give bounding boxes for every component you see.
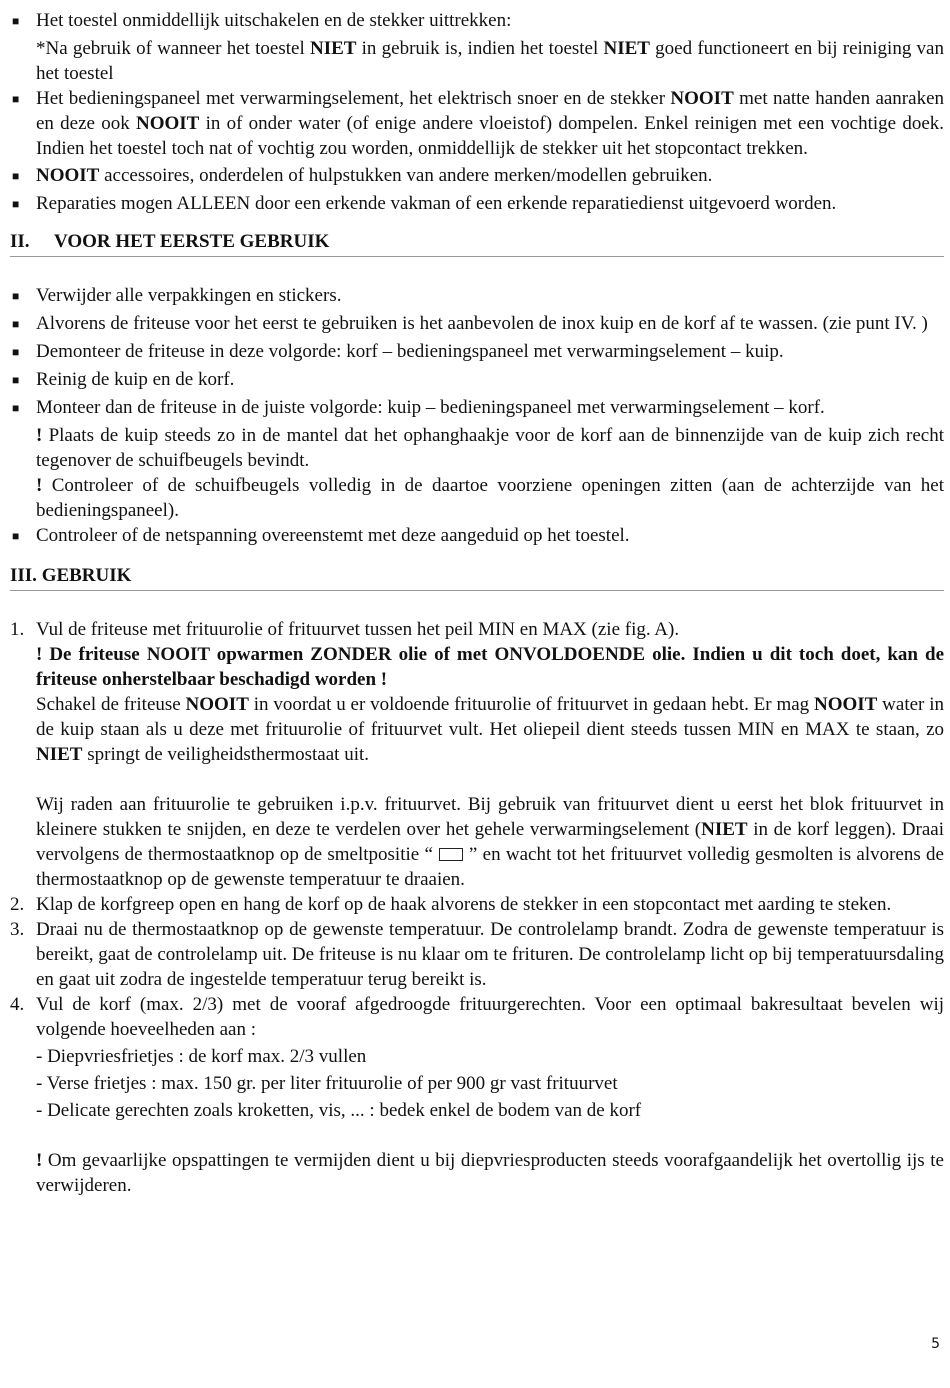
bullet-square-icon: ■ [12, 373, 20, 387]
list-item: ■ Verwijder alle verpakkingen en stickers. [10, 283, 944, 309]
list-item: ■ Reinig de kuip en de korf. [10, 367, 944, 393]
warning-bold: ! De friteuse NOOIT opwarmen ZONDER olie of met ONVOLDOENDE olie. Indien u dit toch doet, kan de friteuse onherstelbaar beschadigd worden ! [36, 644, 944, 690]
warning-note: ! Controleer of de schuifbeugels volledig in de daartoe voorziene openingen zitten (aan de achterzijde van het bedieningspaneel). [36, 475, 944, 521]
bullet-square-icon: ■ [12, 169, 20, 183]
bullet-square-icon: ■ [12, 197, 20, 211]
list-item: ■ Alvorens de friteuse voor het eerst te gebruiken is het aanbevolen de inox kuip en de korf af te wassen. (zie punt IV. ) [10, 311, 944, 337]
bullet-square-icon: ■ [12, 289, 20, 303]
bullet-square-icon: ■ [12, 317, 20, 331]
bullet-square-icon: ■ [12, 92, 20, 106]
note-paragraph: *Na gebruik of wanneer het toestel NIET in gebruik is, indien het toestel NIET goed functioneert en bij reiniging van het toestel [36, 38, 944, 84]
melt-position-icon [439, 848, 463, 861]
list-item: ■ Het toestel onmiddellijk uitschakelen en de stekker uittrekken: [10, 8, 944, 34]
warning-note: ! Om gevaarlijke opspattingen te vermijden dient u bij diepvriesproducten steeds voorafgaandelijk het overtollig ijs te verwijderen. [36, 1150, 944, 1196]
section-heading: II. VOOR HET EERSTE GEBRUIK [10, 229, 944, 257]
numbered-item: 1. Vul de friteuse met frituurolie of frituurvet tussen het peil MIN en MAX (zie fig. A). ! De friteuse NOOIT opwarmen ZONDER olie of met ONVOLDOENDE olie. Indien u dit toch doet, kan de friteuse onherstelbaar beschadigd worden ! Schakel de friteuse NOOIT in voordat u er voldoende frituurolie of frituurvet in gedaan hebt. Er mag NOOIT water in de kuip staan als u deze met frituurolie of frituurvet vult. Het oliepeil dient steeds tussen MIN en MAX te staan, zo NIET springt de veiligheidsthermostaat uit. Wij raden aan frituurolie te gebruiken i.p.v. frituurvet. Bij gebruik van frituurvet dient u eerst het blok frituurvet in kleinere stukken te snijden, en deze te verdelen over het gehele verwarmingselement (NIET in de korf leggen). Draai vervolgens de thermostaatknop op de smeltpositie “ ” en wacht tot het frituurvet volledig gesmolten is alvorens de thermostaatknop op de gewenste temperatuur te draaien. [10, 619, 944, 890]
list-item: ■ Reparaties mogen ALLEEN door een erkende vakman of een erkende reparatiedienst uitgevoerd worden. [10, 191, 944, 217]
list-item: ■ Het bedieningspaneel met verwarmingselement, het elektrisch snoer en de stekker NOOIT met natte handen aanraken en deze ook NOOIT in of onder water (of enige andere vloeistof) dompelen. Enkel reinigen met een vochtige doek. Indien het toestel toch nat of vochtig zou worden, onmiddellijk de stekker uit het stopcontact trekken. [12, 88, 945, 159]
bullet-square-icon: ■ [12, 529, 20, 543]
list-item: ■ Controleer of de netspanning overeenstemt met deze aangeduid op het toestel. [10, 523, 944, 549]
numbered-item: 4. Vul de korf (max. 2/3) met de vooraf afgedroogde frituurgerechten. Voor een optimaal bakresultaat bevelen wij volgende hoeveelheden aan : - Diepvriesfrietjes : de korf max. 2/3 vullen - Verse frietjes : max. 150 gr. per liter frituurolie of per 900 gr vast frituurvet - Delicate gerechten zoals kroketten, vis, ... : bedek enkel de bodem van de korf ! Om gevaarlijke opspattingen te vermijden dient u bij diepvriesproducten steeds voorafgaandelijk het overtollig ijs te verwijderen. [10, 994, 944, 1196]
warning-note: ! Plaats de kuip steeds zo in de mantel dat het ophanghaakje voor de korf aan de binnenzijde van de kuip zich recht tegenover de schuifbeugels bevindt. [36, 425, 944, 471]
document-page [10, 8, 944, 1198]
section-heading: III. GEBRUIK [10, 563, 944, 591]
bullet-square-icon: ■ [12, 14, 20, 28]
page-number: 5 [931, 1336, 940, 1352]
list-item: ■ NOOIT accessoires, onderdelen of hulpstukken van andere merken/modellen gebruiken. [10, 163, 944, 189]
bullet-square-icon: ■ [12, 401, 20, 415]
bullet-square-icon: ■ [12, 345, 20, 359]
numbered-item: 2. Klap de korfgreep open en hang de korf op de haak alvorens de stekker in een stopcontact met aarding te steken. [10, 894, 892, 915]
numbered-item: 3. Draai nu de thermostaatknop op de gewenste temperatuur. De controlelamp brandt. Zodra de gewenste temperatuur is bereikt, gaat de controlelamp uit. De friteuse is nu klaar om te frituren. De controlelamp licht op bij temperatuursdaling en gaat uit zodra de ingestelde temperatuur terug bereikt is. [10, 919, 945, 990]
list-item: ■ Monteer dan de friteuse in de juiste volgorde: kuip – bedieningspaneel met verwarmingselement – korf. [10, 395, 944, 421]
list-item: ■ Demonteer de friteuse in deze volgorde: korf – bedieningspaneel met verwarmingselement – kuip. [10, 339, 944, 365]
